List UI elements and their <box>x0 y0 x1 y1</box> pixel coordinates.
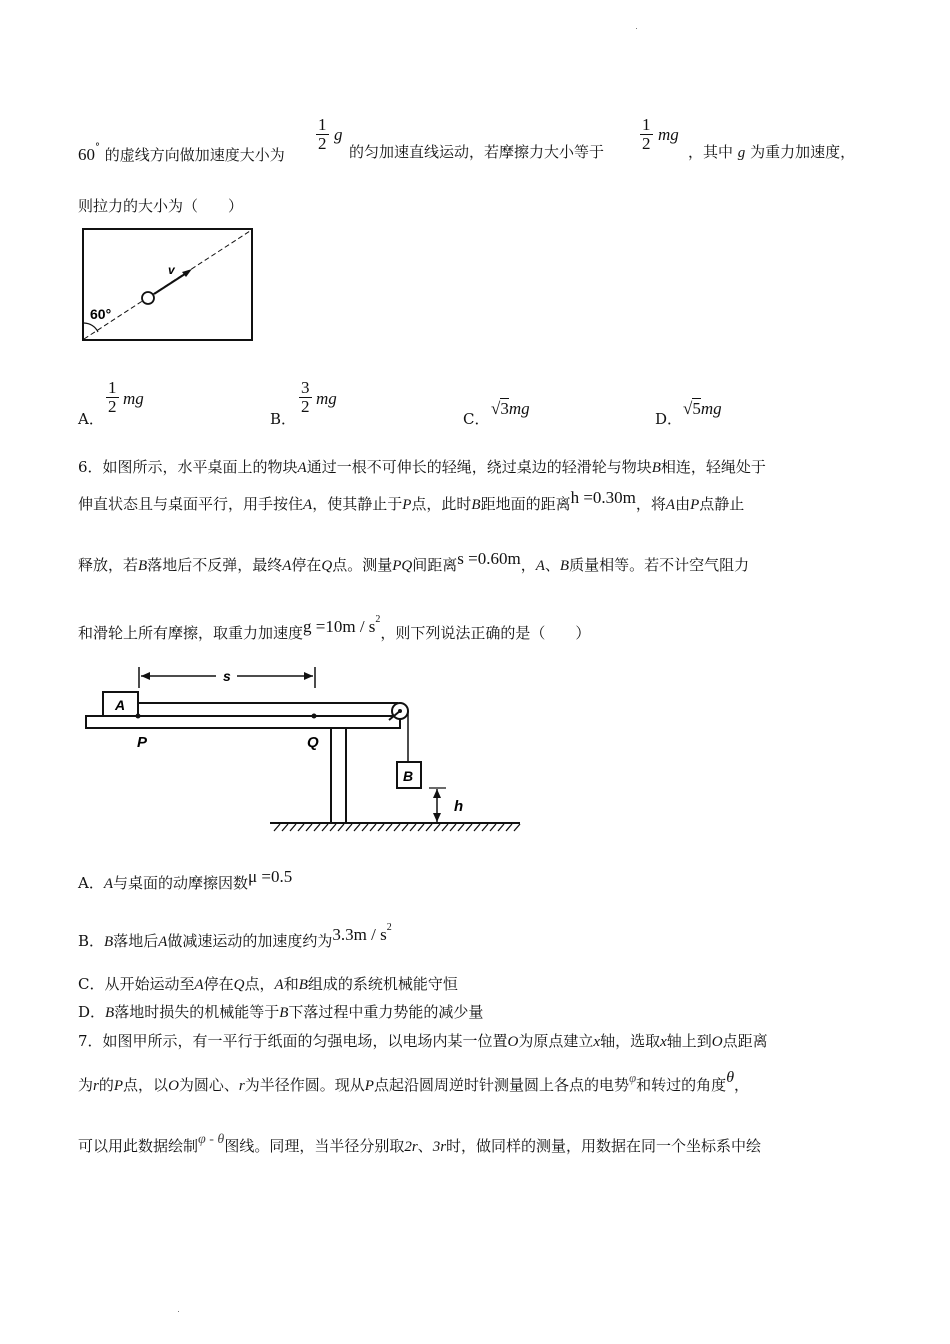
q5-frac-mg-den: 2 <box>642 134 651 153</box>
q5-option-c-sqrt-sign: √ <box>491 399 501 418</box>
q7-3r: 3r <box>432 1139 447 1155</box>
q6-g-eq: g =10m / s <box>303 617 376 636</box>
q7-l1a: 7．如图甲所示，有一平行于纸面的匀强电场，以电场内某一位置 <box>78 1032 508 1050</box>
q6-A3: A <box>665 497 676 513</box>
q5-text3: ，其中 <box>688 143 734 161</box>
q5-text2: 的匀加速直线运动，若摩擦力大小等于 <box>349 143 605 161</box>
q6-figure-point-p <box>136 714 141 719</box>
q6-optB-A: A <box>158 934 168 950</box>
q5-angle-degree: ° <box>95 142 100 153</box>
q7-l2g: 和转过的角度 <box>636 1076 727 1094</box>
q6-optD-t2: 下落过程中重力势能的减少量 <box>288 1003 484 1021</box>
q6-A4: A <box>282 558 292 574</box>
q6-B2: B <box>471 497 481 513</box>
q5-option-d-label: D． <box>655 410 683 428</box>
q6-l1: 6．如图所示，水平桌面上的物块 <box>78 458 298 476</box>
q6-line4 <box>78 614 591 643</box>
q7-2r: 2r <box>404 1139 418 1155</box>
q7-l2e: 为半径作圆。现从 <box>244 1076 365 1094</box>
q6-line3 <box>78 549 750 576</box>
q7-l3c: 、 <box>417 1137 433 1155</box>
q6-optD-t1: 落地时损失的机械能等于 <box>114 1003 280 1021</box>
q6-l2e: ，将 <box>635 495 666 513</box>
q5-option-b-frac <box>299 379 312 416</box>
q5-option-a-frac <box>106 379 119 416</box>
q7-x2: x <box>660 1034 667 1050</box>
q7-O3: O <box>168 1078 179 1094</box>
q7-P2: P <box>364 1078 374 1094</box>
q5-figure-angle-arc <box>84 323 98 332</box>
q6-g-sup: 2 <box>375 614 381 625</box>
q6-P2: P <box>690 497 700 513</box>
q7-l1b: 为原点建立 <box>518 1032 594 1050</box>
q6-optB-B: B <box>104 934 114 950</box>
q6-figure <box>84 662 524 834</box>
q6-B3: B <box>138 558 148 574</box>
q5-option-a-den: 2 <box>108 397 117 416</box>
q6-l2b: ，使其静止于 <box>312 495 403 513</box>
q6-line1 <box>78 457 766 478</box>
q5-line1 <box>78 142 285 165</box>
q5-g1: g <box>334 125 343 144</box>
q6-figure-h-arrow-up <box>433 789 441 798</box>
q5-option-c-mg: mg <box>508 399 530 418</box>
q6-figure-block-b-label: B <box>403 768 414 784</box>
q7-l2b: 的 <box>98 1076 114 1094</box>
q7-l1c: 轴，选取 <box>600 1032 661 1050</box>
q6-h-eq: h =0.30m <box>570 488 636 507</box>
q6-option-c <box>78 974 458 995</box>
q6-l3f: ， <box>520 556 536 574</box>
q5-option-a-mg: mg <box>123 389 144 408</box>
scan-dot-top <box>636 28 637 29</box>
q5-option-d-radicand: 5 <box>692 399 701 418</box>
q6-figure-p-label: P <box>137 734 148 751</box>
q6-optB-t2: 做减速运动的加速度约为 <box>167 932 333 950</box>
q6-optA-A: A <box>103 876 114 892</box>
q7-l2f: 点起沿圆周逆时针测量圆上各点的电势 <box>373 1076 629 1094</box>
q6-optB-pre: B． <box>78 932 105 950</box>
q7-l1e: 点距离 <box>722 1032 768 1050</box>
q6-figure-ground-hatch <box>274 824 520 831</box>
q7-O1: O <box>507 1034 519 1050</box>
q6-figure-s-label: s <box>223 668 231 684</box>
q6-figure-h-label: h <box>454 798 464 815</box>
q7-line2 <box>78 1069 750 1096</box>
q7-phi: φ <box>628 1070 637 1085</box>
q7-r1: r <box>93 1078 99 1094</box>
q6-l2g: 点静止 <box>699 495 745 513</box>
q7-phi-theta: φ - θ <box>198 1132 225 1147</box>
q6-optD-B2: B <box>279 1005 289 1021</box>
q5-text4: 为重力加速度， <box>750 143 856 161</box>
q6-optD-B: B <box>105 1005 115 1021</box>
q7-l2h: ， <box>734 1076 750 1094</box>
q6-optB-sup: 2 <box>386 922 392 933</box>
q5-option-d-sqrt-sign: √ <box>683 399 693 418</box>
q6-P1: P <box>402 497 412 513</box>
q6-A2: A <box>303 497 313 513</box>
q7-O2: O <box>711 1034 723 1050</box>
q6-line2 <box>78 488 745 515</box>
q6-s-eq: s =0.60m <box>457 549 521 568</box>
q5-option-c-math <box>491 399 530 419</box>
q6-A1: A <box>297 460 307 476</box>
q5-frac-mg <box>640 116 653 153</box>
q7-l3a: 可以用此数据绘制 <box>78 1137 199 1155</box>
q6-figure-point-q <box>312 714 317 719</box>
q6-l1b: 通过一根不可伸长的轻绳，绕过桌边的轻滑轮与物块 <box>306 458 652 476</box>
q7-l2a: 为 <box>78 1076 94 1094</box>
q6-l3g: 、 <box>544 556 560 574</box>
q5-text1: 的虚线方向做加速度大小为 <box>104 146 285 164</box>
q5-option-d-math <box>683 399 722 419</box>
q6-l2a: 伸直状态且与桌面平行，用手按住 <box>78 495 304 513</box>
q5-figure <box>82 228 254 342</box>
q6-optA-eq: μ =0.5 <box>248 867 293 886</box>
q7-l1d: 轴上到 <box>666 1032 712 1050</box>
q5-option-b-mg: mg <box>316 389 337 408</box>
q6-l3b: 落地后不反弹，最终 <box>147 556 283 574</box>
q6-optB-t1: 落地后 <box>113 932 159 950</box>
q5-line1-tail <box>688 142 855 163</box>
q6-optC-pre: C．从开始运动至 <box>78 975 195 993</box>
q6-figure-h-arrow-down <box>433 813 441 822</box>
q6-l4b: ，则下列说法正确的是（ ） <box>380 624 591 642</box>
q6-optA-text: 与桌面的动摩擦因数 <box>113 874 249 892</box>
q6-l1c: 相连，轻绳处于 <box>660 458 766 476</box>
q6-l4a: 和滑轮上所有摩擦，取重力加速度 <box>78 624 304 642</box>
q6-Q1: Q <box>321 558 333 574</box>
q7-l3d: 时，做同样的测量，用数据在同一个坐标系中绘 <box>446 1137 762 1155</box>
q7-l2d: 为圆心、 <box>178 1076 239 1094</box>
q5-figure-angle-label: 60° <box>90 306 112 322</box>
q6-option-b <box>78 922 392 952</box>
q7-theta: θ <box>726 1069 735 1086</box>
q6-figure-q-label: Q <box>307 734 319 751</box>
q6-figure-s-arrow-left <box>141 672 150 680</box>
q6-B1: B <box>651 460 661 476</box>
q5-option-d-mg: mg <box>700 399 722 418</box>
q6-l3c: 停在 <box>291 556 322 574</box>
q5-frac-g-den: 2 <box>318 134 327 153</box>
q6-l2c: 点，此时 <box>411 495 472 513</box>
q6-l3e: 间距离 <box>412 556 458 574</box>
q6-l3a: 释放，若 <box>78 556 139 574</box>
scan-dot-bottom <box>178 1311 179 1312</box>
q6-figure-table-top <box>86 716 400 728</box>
q6-optC-Q: Q <box>233 977 245 993</box>
q6-PQ: PQ <box>392 558 413 574</box>
q6-figure-block-a-label: A <box>115 697 126 713</box>
q5-option-a-label: A． <box>78 410 104 428</box>
q6-option-d <box>78 1002 483 1023</box>
q6-optC-t2: 点， <box>244 975 275 993</box>
q5-frac-g-num: 1 <box>318 115 327 134</box>
q6-l2d: 距地面的距离 <box>480 495 571 513</box>
q6-optC-A: A <box>194 977 204 993</box>
q7-l3b: 图线。同理，当半径分别取 <box>224 1137 405 1155</box>
q6-optC-A2: A <box>274 977 284 993</box>
q6-optD-pre: D． <box>78 1003 106 1021</box>
q5-frac-mg-num: 1 <box>642 115 651 134</box>
q5-g2: g <box>737 145 746 161</box>
q7-line3 <box>78 1132 762 1158</box>
q7-line1 <box>78 1031 768 1052</box>
q6-optB-eq: 3.3m / s <box>332 925 387 944</box>
q5-option-b-label: B． <box>270 410 297 428</box>
q7-x1: x <box>593 1034 601 1050</box>
q5-option-c-radicand: 3 <box>500 399 509 418</box>
q5-figure-v-label: v <box>168 263 175 277</box>
q6-l3h: 质量相等。若不计空气阻力 <box>569 556 750 574</box>
q6-A5: A <box>535 558 545 574</box>
q7-P1: P <box>113 1078 124 1094</box>
q5-figure-ball <box>142 292 154 304</box>
q6-optC-t4: 组成的系统机械能守恒 <box>307 975 458 993</box>
q6-option-a <box>78 867 293 894</box>
q6-l2f: 由 <box>675 495 691 513</box>
q5-frac-g <box>316 116 329 153</box>
q6-optA-pre: A． <box>78 874 104 892</box>
q6-optC-t1: 停在 <box>203 975 234 993</box>
q5-option-c-label: C． <box>463 410 490 428</box>
q6-B4: B <box>559 558 570 574</box>
q6-optC-t3: 和 <box>283 975 299 993</box>
q5-option-b-den: 2 <box>301 397 310 416</box>
q6-optC-B: B <box>298 977 308 993</box>
q5-line2: 则拉力的大小为（ ） <box>78 197 244 215</box>
q7-l2c: 点，以 <box>123 1076 169 1094</box>
q6-l3d: 点。测量 <box>332 556 393 574</box>
q6-figure-s-arrow-right <box>304 672 313 680</box>
q7-r2: r <box>238 1078 245 1094</box>
q5-mg1: mg <box>658 125 679 144</box>
q5-option-b-num: 3 <box>301 378 310 397</box>
q5-angle-value: 60 <box>78 145 95 164</box>
q5-option-a-num: 1 <box>108 378 117 397</box>
